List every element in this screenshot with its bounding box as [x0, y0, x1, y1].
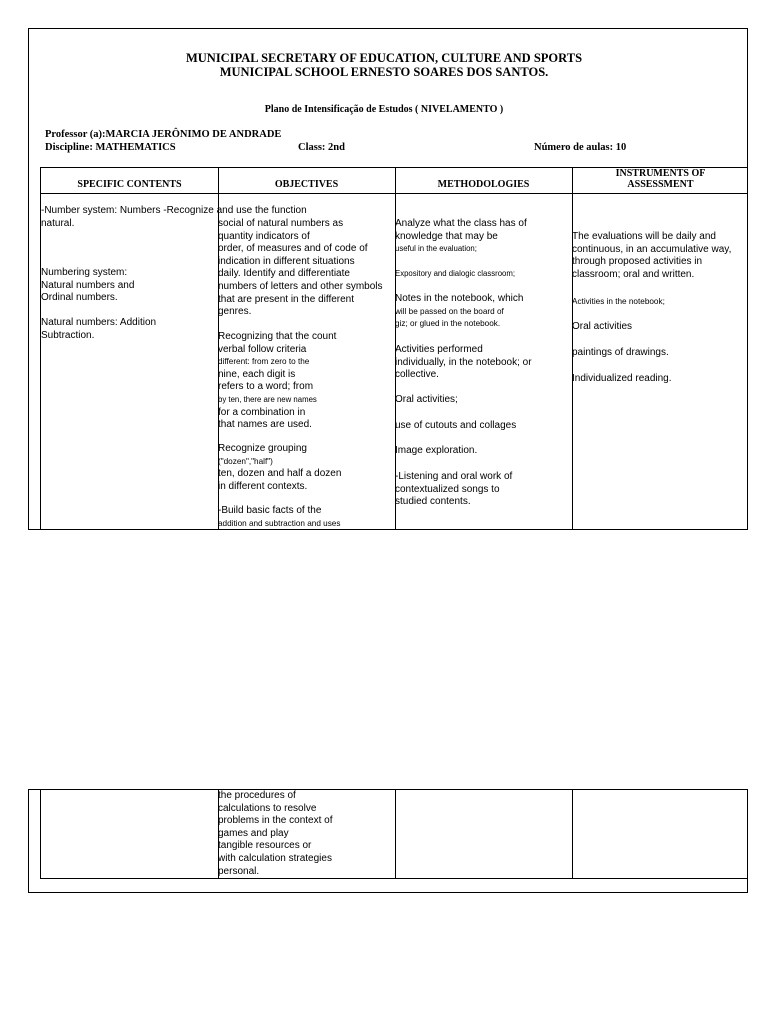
methodologies-cell: [395, 445, 477, 458]
objective-line: verbal follow criteria: [218, 343, 307, 355]
objective-line: for a combination in: [218, 406, 306, 418]
objective-line: Recognize grouping: [218, 443, 307, 454]
method-line: studied contents.: [395, 496, 471, 508]
professor-label: Professor (a):MARCIA JERÔNIMO DE ANDRADE: [45, 129, 282, 140]
assessment-line: Oral activities: [572, 321, 633, 332]
method-line: -Listening and oral work of: [395, 471, 513, 482]
objective-line: Recognizing that the count: [218, 331, 337, 342]
school-title: MUNICIPAL SCHOOL ERNESTO SOARES DOS SANTOS.: [219, 65, 549, 79]
objective-line: numbers of letters and other symbols: [218, 280, 383, 292]
continuation-line: calculations to resolve: [218, 802, 317, 814]
methodologies-cell: [395, 471, 512, 509]
objective-line: in different contexts.: [218, 480, 308, 492]
class-label: Class: 2nd: [298, 142, 345, 153]
continuation-line: the procedures of: [218, 790, 296, 801]
objectives-cell: [218, 505, 394, 530]
method-line: giz; or glued in the notebook.: [395, 319, 501, 329]
continuation-line: problems in the context of: [218, 815, 333, 827]
assessment-line: Individualized reading.: [572, 373, 672, 384]
assessment-cell: [572, 373, 672, 386]
objective-line: -Build basic facts of the: [218, 505, 322, 516]
assessment-line: through proposed activities in: [572, 256, 703, 268]
method-line: Activities performed: [395, 344, 483, 355]
contents-cell: [41, 317, 156, 342]
method-line: Expository and dialogic classroom;: [395, 269, 516, 278]
content-line: Numbering system:: [41, 267, 128, 278]
discipline-label: Discipline: MATHEMATICS: [45, 142, 176, 153]
objective-line: different: from zero to the: [218, 357, 310, 367]
assessment-cell: [572, 231, 731, 281]
objective-line: that are present in the different: [218, 293, 355, 305]
objective-line: ten, dozen and half a dozen: [218, 468, 342, 480]
objective-line: daily. Identify and differentiate: [218, 268, 350, 280]
assessment-line: Activities in the notebook;: [572, 297, 665, 306]
objective-line: refers to a word; from: [218, 381, 314, 393]
objective-line: ("dozen","half"): [218, 456, 273, 466]
header-specific-contents: SPECIFIC CONTENTS: [77, 179, 182, 190]
secretary-title: MUNICIPAL SECRETARY OF EDUCATION, CULTURE AND SPORTS: [185, 51, 583, 65]
header-methodologies: METHODOLOGIES: [437, 179, 530, 190]
plan-table-continuation: [40, 789, 748, 879]
methodologies-cell: [395, 344, 532, 382]
content-line: -Number system: Numbers -Recognize and use the function: [41, 205, 307, 216]
methodologies-cell: [395, 268, 515, 281]
col-divider: [395, 789, 396, 878]
methodologies-cell: [395, 293, 523, 331]
lessons-label: Número de aulas: 10: [534, 142, 627, 153]
header-instruments-line2: ASSESSMENT: [627, 179, 694, 190]
objectives-cell: [218, 218, 394, 319]
col-divider: [572, 789, 573, 878]
method-line: Image exploration.: [395, 445, 478, 456]
method-line: Notes in the notebook, which: [395, 293, 524, 304]
method-line: contextualized songs to: [395, 483, 500, 495]
method-line: Oral activities;: [395, 394, 458, 405]
methodologies-cell: [395, 394, 458, 407]
objective-line: nine, each digit is: [218, 368, 296, 380]
objective-line: social of natural numbers as: [218, 218, 344, 229]
content-line: Natural numbers: Addition: [41, 317, 157, 328]
method-line: use of cutouts and collages: [395, 420, 517, 431]
assessment-line: continuous, in an accumulative way,: [572, 243, 732, 255]
objectives-continuation-cell: [218, 790, 394, 878]
continuation-line: personal.: [218, 865, 260, 877]
objective-line: indication in different situations: [218, 255, 355, 267]
content-line: Natural numbers and: [41, 279, 135, 291]
method-line: will be passed on the board of: [395, 306, 504, 316]
objectives-cell: [218, 331, 394, 432]
assessment-line: classroom; oral and written.: [572, 268, 695, 280]
method-line: collective.: [395, 369, 439, 381]
method-line: individually, in the notebook; or: [395, 356, 532, 368]
continuation-line: games and play: [218, 827, 289, 839]
objective-line: addition and subtraction and uses: [218, 518, 341, 528]
assessment-line: The evaluations will be daily and: [572, 231, 716, 242]
continuation-line: with calculation strategies: [218, 852, 332, 864]
assessment-cell: [572, 347, 669, 360]
header-instruments-line1: INSTRUMENTS OF: [615, 168, 706, 179]
method-line: knowledge that may be: [395, 230, 498, 242]
objective-line: order, of measures and of code of: [218, 243, 368, 255]
header-objectives: OBJECTIVES: [274, 179, 339, 190]
assessment-cell: [572, 321, 632, 334]
assessment-cell: [572, 296, 665, 309]
objective-line: that names are used.: [218, 419, 312, 431]
methodologies-cell: [395, 218, 527, 256]
method-line: useful in the evaluation;: [395, 244, 477, 254]
objectives-cell: [218, 443, 394, 493]
content-line: Subtraction.: [41, 329, 95, 341]
content-line: natural.: [41, 217, 75, 229]
plan-table: [40, 167, 748, 530]
objective-line: by ten, there are new names: [218, 394, 317, 404]
method-line: Analyze what the class has of: [395, 218, 527, 229]
methodologies-cell: [395, 420, 516, 433]
assessment-line: paintings of drawings.: [572, 347, 669, 358]
header-divider: [41, 193, 747, 194]
continuation-line: tangible resources or: [218, 840, 312, 852]
plan-title: Plano de Intensificação de Estudos ( NIVELAMENTO ): [264, 104, 504, 115]
objective-line: quantity indicators of: [218, 230, 310, 242]
header-instruments: [572, 168, 749, 190]
contents-cell: [41, 267, 134, 305]
content-line: Ordinal numbers.: [41, 292, 118, 304]
objective-line: genres.: [218, 306, 252, 318]
